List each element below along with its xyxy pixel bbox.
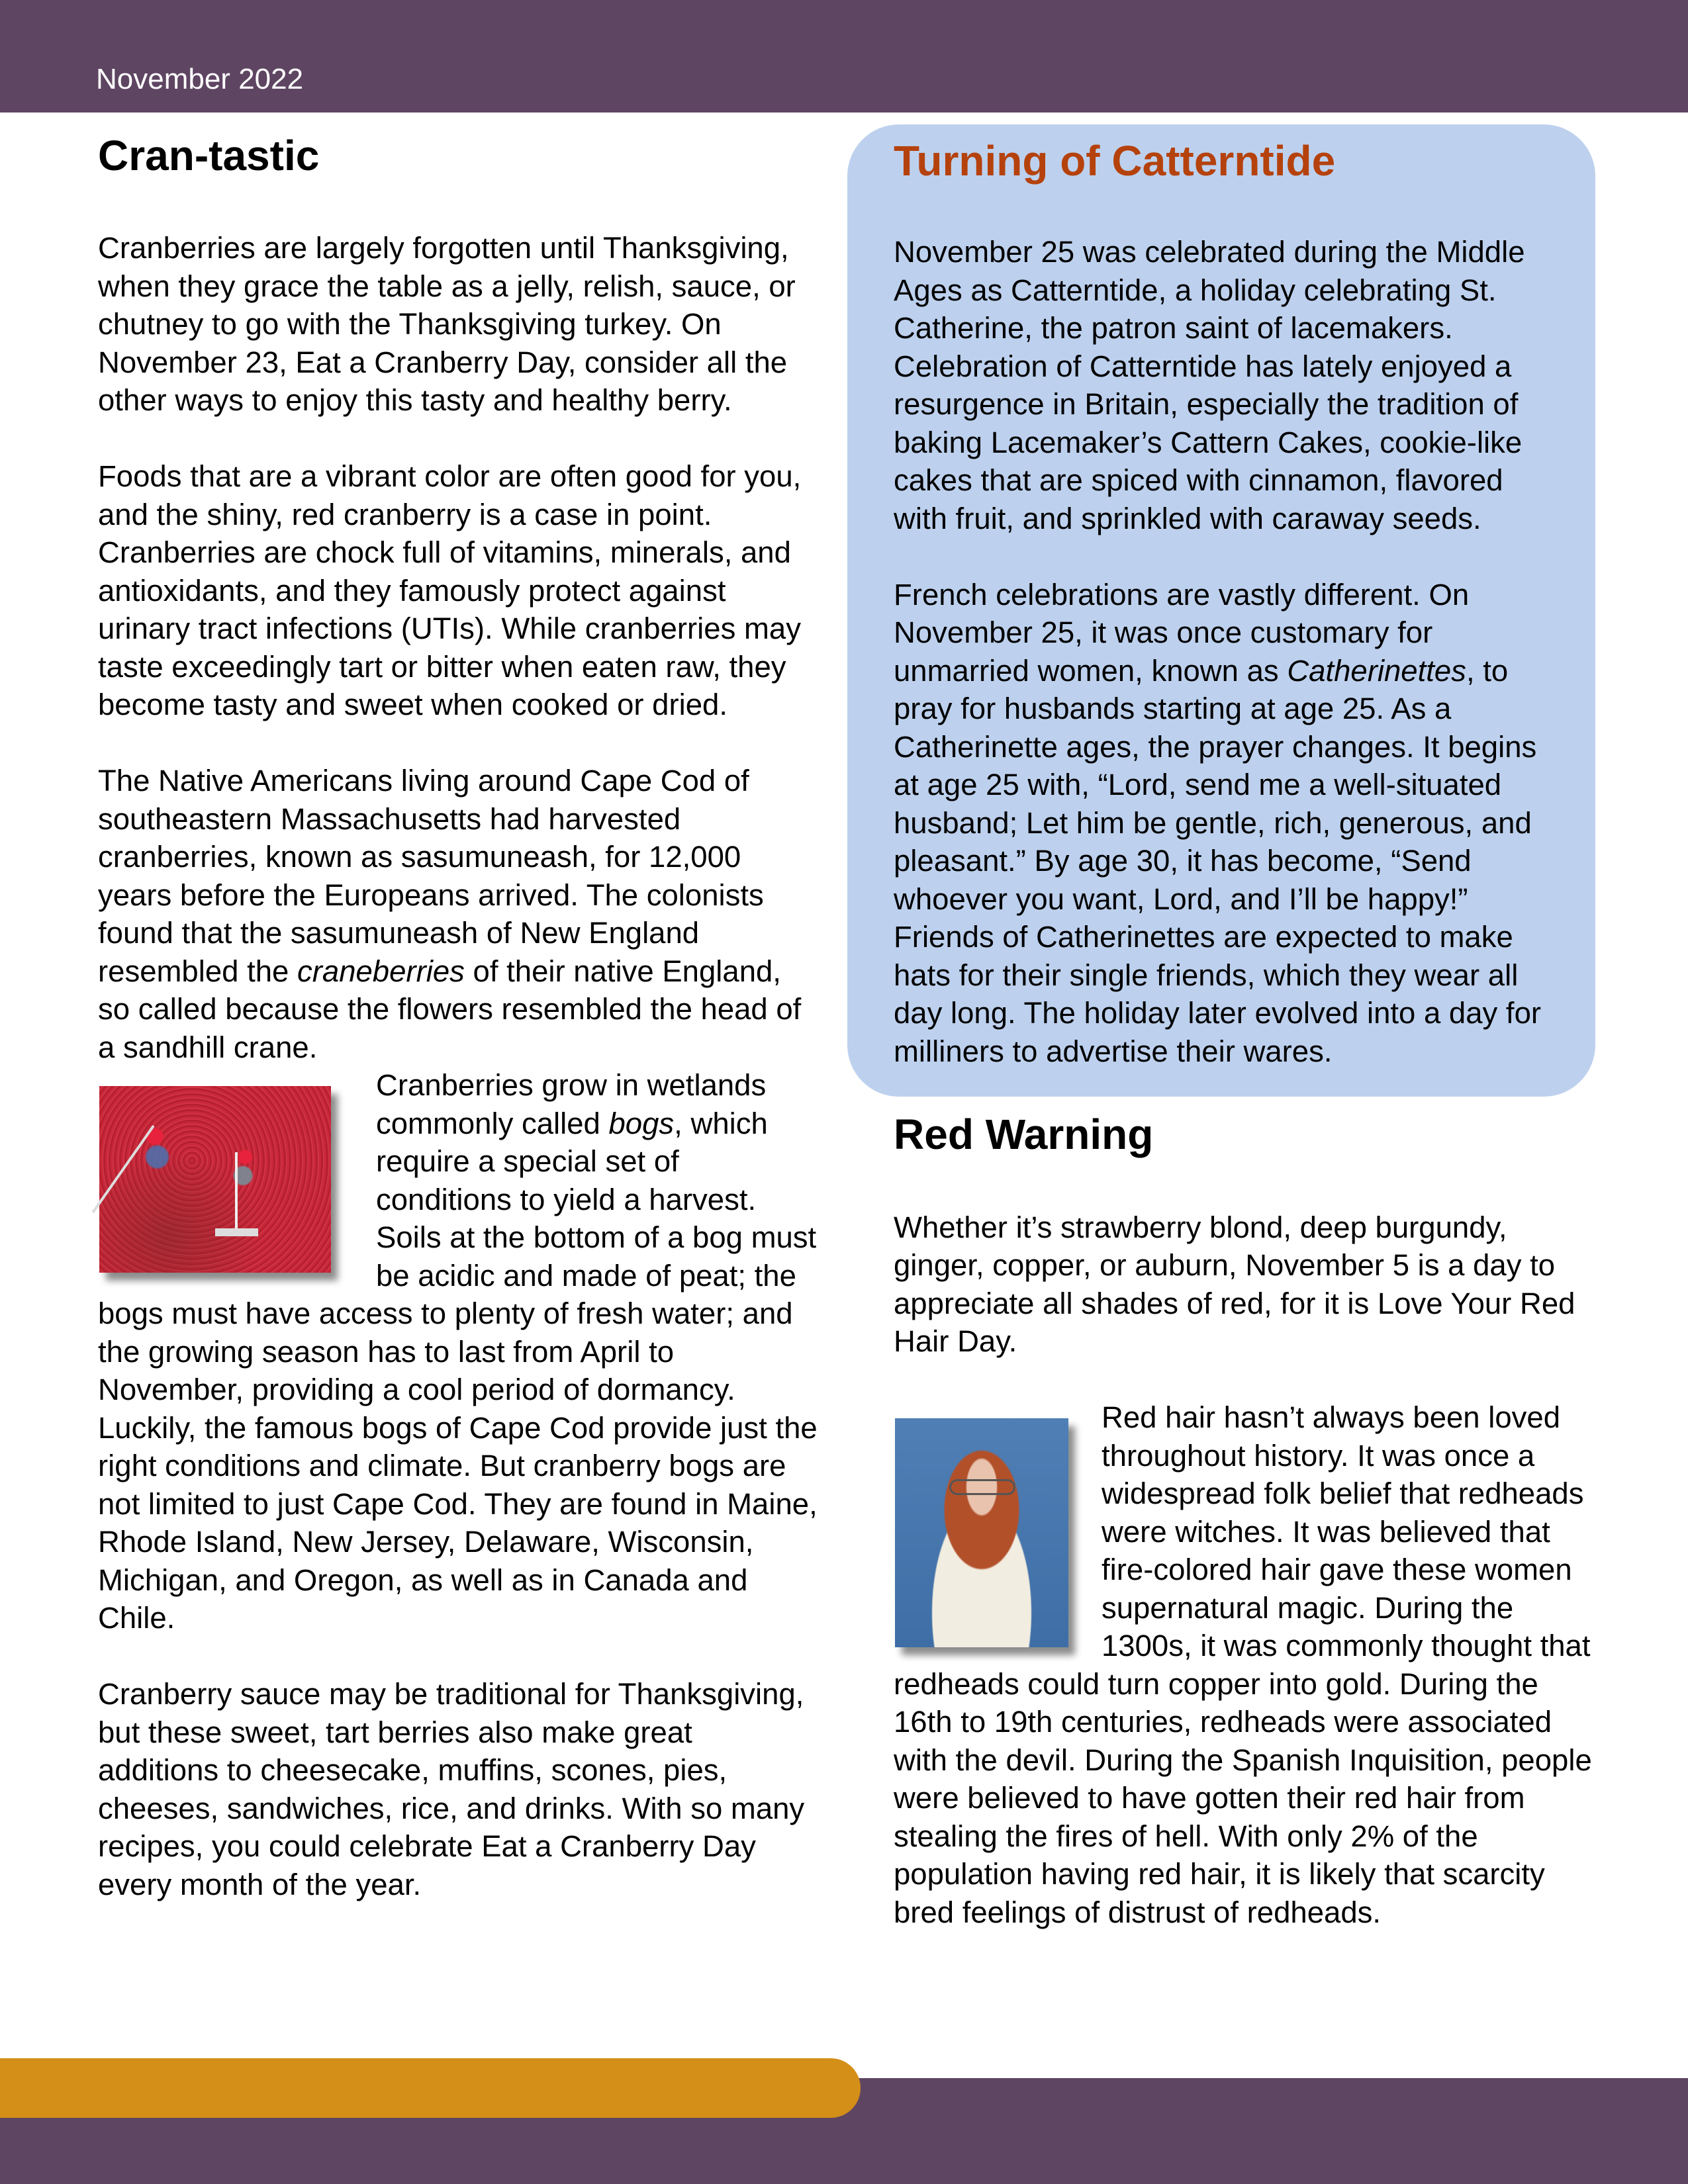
- issue-date: November 2022: [96, 63, 304, 95]
- paragraph: Foods that are a vibrant color are often good for you, and the shiny, red cranberry is a case in point. Cranberries are chock full of vitamins, minerals, and antioxidants, and they famously protect against urinary tract infections (UTIs). While cranberries may taste exceedingly tart or bitter when eaten raw, they become tasty and sweet when cooked or dried.: [98, 459, 802, 722]
- article-red-warning: [847, 1208, 1595, 1932]
- paragraph: French celebrations are vastly different. On November 25, it was once customary for unmarried women, known as Catherinettes, to pray for husbands starting at age 25. As a Catherinette ages, the prayer changes. It begins at age 25 with, “Lord, send me a well-situated husband; Let him be gentle, rich, generous, and pleasant.” By age 30, it has become, “Send whoever you want, Lord, and I’ll be happy!” Friends of Catherinettes are expected to make hats for their single friends, which they wear all day long. The holiday later evolved into a day for milliners to advertise their wares.: [894, 577, 1542, 1068]
- article-cran-tastic: [98, 132, 820, 1903]
- italic-term: Catherinettes: [1287, 653, 1466, 688]
- catterntide-callout-box: [847, 124, 1595, 1097]
- paragraph: Whether it’s strawberry blond, deep burgundy, ginger, copper, or auburn, November 5 is a day to appreciate all shades of red, for it is Love Your Red Hair Day.: [894, 1210, 1575, 1359]
- right-column: [847, 124, 1595, 1931]
- article-title: Turning of Catterntide: [894, 137, 1336, 185]
- paragraph: The Native Americans living around Cape Cod of southeastern Massachusetts had harvested cranberries, known as sasumuneash, for 12,000 years before the Europeans arrived. The colonists found that the sasumuneash of New England resembled the craneberries of their native England, so called because the flowers resembled the head of a sandhill crane.: [98, 764, 802, 1064]
- paragraph: Cranberries are largely forgotten until Thanksgiving, when they grace the table as a jelly, relish, sauce, or chutney to go with the Thanksgiving turkey. On November 23, Eat a Cranberry Day, consider all the other ways to enjoy this tasty and healthy berry.: [98, 231, 796, 418]
- glasses-shape: [949, 1479, 1015, 1495]
- paragraph: November 25 was celebrated during the Middle Ages as Catterntide, a holiday celebrating St. Catherine, the patron saint of lacemakers. Celebration of Catterntide has lately enjoyed a resurgence in Britain, especially the tradition of baking Lacemaker’s Cattern Cakes, cookie-like cakes that are spiced with cinnamon, flavored with fruit, and sprinkled with caraway seeds.: [894, 235, 1525, 535]
- red-haired-woman-image: [895, 1418, 1068, 1647]
- italic-term: craneberries: [297, 954, 465, 988]
- rake-shape: [235, 1152, 238, 1232]
- footer-accent-tab: [0, 2058, 861, 2118]
- article-title: Red Warning: [894, 1111, 1154, 1159]
- italic-term: bogs: [608, 1106, 675, 1140]
- cranberry-harvest-image: [99, 1086, 331, 1273]
- paragraph: Cranberries grow in wetlands commonly called bogs, which require a special set of conditions to yield a harvest. Soils at the bottom of a bog must be acidic and made of peat; the bogs must have access to plenty of fresh water; and the growing season has to last from April to November, providing a cool period of dormancy. Luckily, the famous bogs of Cape Cod provide just the right conditions and climate. But cranberry bogs are not limited to just Cape Cod. They are found in Maine, Rhode Island, New Jersey, Delaware, Wisconsin, Michigan, and Oregon, as well as in Canada and Chile.: [98, 1066, 820, 1637]
- article-title: Cran-tastic: [98, 132, 320, 179]
- header-bar: [0, 0, 1688, 113]
- rake-head-shape: [215, 1228, 258, 1236]
- rake-shape: [92, 1125, 155, 1213]
- paragraph: Red hair hasn’t always been loved throughout history. It was once a widespread folk belief that redheads were witches. It was believed that fire-colored hair gave these women supernatural magic. During the 1300s, it was commonly thought that redheads could turn copper into gold. During the 16th to 19th centuries, redheads were associated with the devil. During the Spanish Inquisition, people were believed to have gotten their red hair from stealing the fires of hell. With only 2% of the population having red hair, it is likely that scarcity bred feelings of distrust of redheads.: [894, 1400, 1592, 1929]
- paragraph: Cranberry sauce may be traditional for Thanksgiving, but these sweet, tart berries also make great additions to cheesecake, muffins, scones, pies, cheeses, sandwiches, rice, and drinks. With so many recipes, you could celebrate Eat a Cranberry Day every month of the year.: [98, 1677, 805, 1901]
